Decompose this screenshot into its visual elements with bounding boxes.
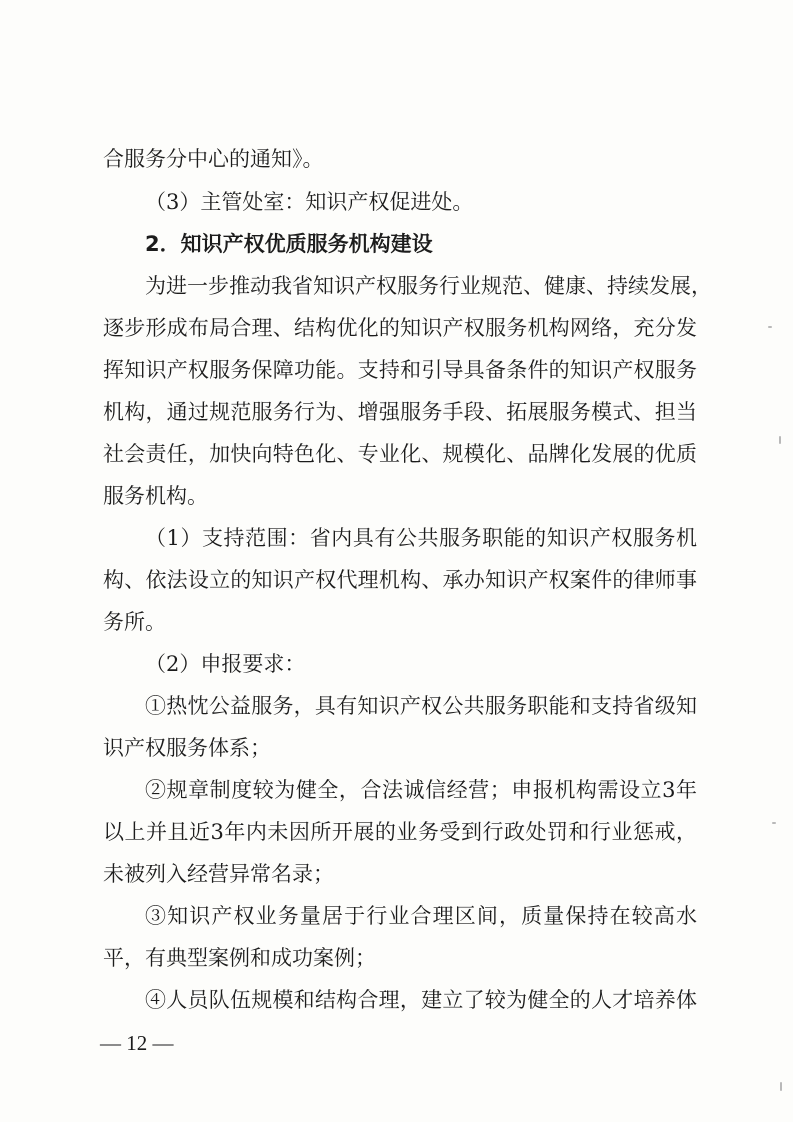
text-line: 以上并且近3年内未因所开展的业务受到行政处罚和行业惩戒， bbox=[103, 820, 697, 844]
text-line: ②规章制度较为健全，合法诚信经营；申报机构需设立3年 bbox=[145, 778, 697, 802]
scan-speck bbox=[772, 822, 776, 824]
text-line: 平，有典型案例和成功案例； bbox=[103, 946, 376, 970]
text-line: 机构，通过规范服务行为、增强服务手段、拓展服务模式、担当 bbox=[103, 400, 697, 424]
text-line: ④人员队伍规模和结构合理，建立了较为健全的人才培养体 bbox=[145, 988, 697, 1012]
text-line: 服务机构。 bbox=[103, 484, 208, 508]
scan-speck bbox=[780, 1082, 782, 1091]
text-line: 务所。 bbox=[103, 610, 166, 634]
text-line: 挥知识产权服务保障功能。支持和引导具备条件的知识产权服务 bbox=[103, 358, 697, 382]
text-line: 识产权服务体系； bbox=[103, 736, 271, 760]
text-line: （3）主管处室：知识产权促进处。 bbox=[145, 190, 474, 214]
text-line: ③知识产权业务量居于行业合理区间，质量保持在较高水 bbox=[145, 904, 697, 928]
text-line: 合服务分中心的通知》。 bbox=[103, 147, 324, 171]
scan-speck bbox=[768, 326, 772, 328]
text-line: （1）支持范围：省内具有公共服务职能的知识产权服务机 bbox=[145, 526, 697, 550]
text-line: 构、依法设立的知识产权代理机构、承办知识产权案件的律师事 bbox=[103, 568, 697, 592]
scan-speck bbox=[779, 436, 781, 444]
section-heading: 2．知识产权优质服务机构建设 bbox=[145, 232, 433, 256]
text-line: 社会责任，加快向特色化、专业化、规模化、品牌化发展的优质 bbox=[103, 442, 697, 466]
text-line: 为进一步推动我省知识产权服务行业规范、健康、持续发展， bbox=[145, 274, 712, 298]
text-line: 逐步形成布局合理、结构优化的知识产权服务机构网络，充分发 bbox=[103, 316, 697, 340]
text-line: （2）申报要求： bbox=[145, 652, 306, 676]
page-number: — 12 — bbox=[100, 1031, 174, 1055]
text-line: ①热忱公益服务，具有知识产权公共服务职能和支持省级知 bbox=[145, 694, 697, 718]
text-line: 未被列入经营异常名录； bbox=[103, 862, 334, 886]
